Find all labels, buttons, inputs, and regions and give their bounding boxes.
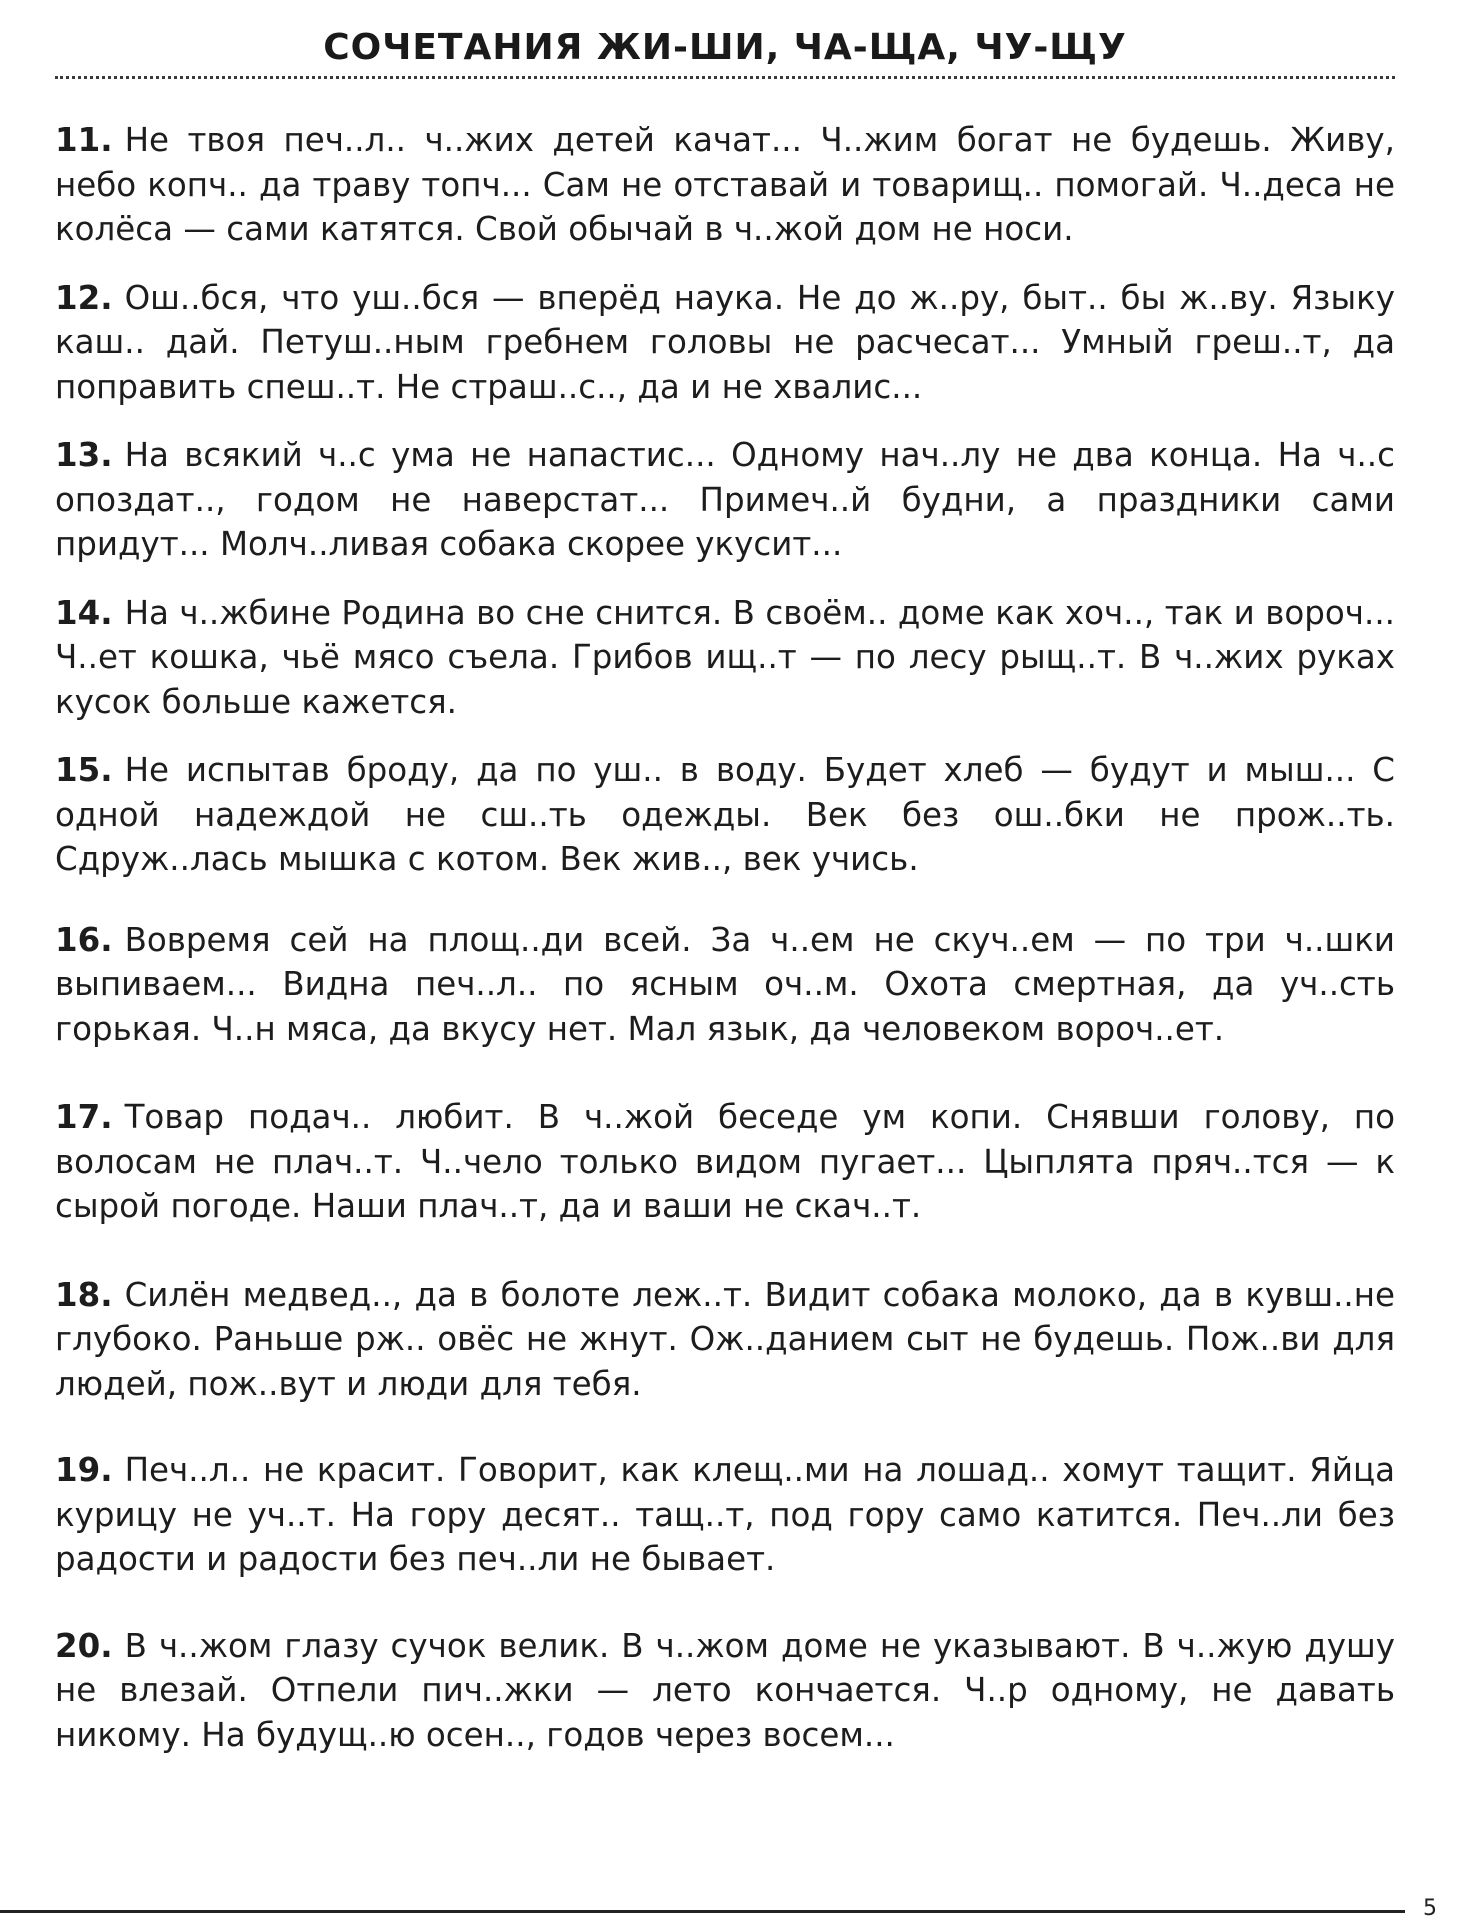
page-bottom-rule bbox=[0, 1910, 1405, 1913]
exercise-text: Не испытав броду, да по уш.. в воду. Будет хлеб — будут и мыш... С одной надеждой не сш..ть одежды. Век без ош..бки не прож..ть. Сдруж..лась мышка с котом. Век жив.., век учись. bbox=[55, 751, 1395, 878]
exercise-13 bbox=[55, 433, 1395, 567]
exercise-18 bbox=[55, 1273, 1395, 1407]
exercise-number: 18. bbox=[55, 1275, 113, 1314]
exercise-text: На всякий ч..с ума не напастис... Одному нач..лу не два конца. На ч..с опоздат.., годом не наверстат... Примеч..й будни, а праздники сами придут... Молч..ливая собака скорее укусит... bbox=[55, 436, 1395, 563]
exercise-20 bbox=[55, 1624, 1395, 1758]
exercise-number: 12. bbox=[55, 278, 113, 317]
exercise-number: 15. bbox=[55, 751, 113, 789]
exercise-text: Силён медвед.., да в болоте леж..т. Видит собака молоко, да в кувш..не глубоко. Раньше рж.. овёс не жнут. Ож..данием сыт не будешь. Пож..ви для людей, пож..вут и люди для тебя. bbox=[55, 1275, 1395, 1403]
exercise-12 bbox=[55, 276, 1395, 410]
page-number: 5 bbox=[1423, 1896, 1437, 1921]
exercise-text: В ч..жом глазу сучок велик. В ч..жом доме не указывают. В ч..жую душу не влезай. Отпели пич..жки — лето кончается. Ч..р одному, не давать никому. На будущ..ю осен.., годов через восем... bbox=[55, 1626, 1395, 1754]
exercise-text: Не твоя печ..л.. ч..жих детей качат... Ч..жим богат не будешь. Живу, небо копч.. да траву топч... Сам не отставай и товарищ.. помогай. Ч..деса не колёса — сами катятся. Свой обычай в ч..жой дом не носи. bbox=[55, 121, 1395, 248]
exercise-14 bbox=[55, 591, 1395, 725]
exercise-list bbox=[55, 118, 1395, 1757]
exercise-number: 20. bbox=[55, 1626, 113, 1665]
exercise-number: 19. bbox=[55, 1451, 113, 1489]
exercise-text: Печ..л.. не красит. Говорит, как клещ..ми на лошад.. хомут тащит. Яйца курицу не уч..т. На гору десят.. тащ..т, под гору само катится. Печ..ли без радости и радости без печ..ли не бывает. bbox=[55, 1451, 1395, 1578]
page-title: СОЧЕТАНИЯ ЖИ-ШИ, ЧА-ЩА, ЧУ-ЩУ bbox=[323, 27, 1127, 68]
exercise-number: 16. bbox=[55, 920, 113, 959]
exercise-number: 17. bbox=[55, 1098, 113, 1136]
exercise-text: Ош..бся, что уш..бся — вперёд наука. Не до ж..ру, быт.. бы ж..ву. Языку каш.. дай. Петуш..ным гребнем головы не расчесат... Умный греш..т, да поправить спеш..т. Не страш..с.., да и не хвалис... bbox=[55, 278, 1395, 406]
workbook-page bbox=[55, 0, 1395, 1920]
title-dotted-divider bbox=[55, 76, 1395, 79]
exercise-15 bbox=[55, 748, 1395, 882]
exercise-text: Вовремя сей на площ..ди всей. За ч..ем не скуч..ем — по три ч..шки выпиваем... Видна печ..л.. по ясным оч..м. Охота смертная, да уч..сть горькая. Ч..н мяса, да вкусу нет. Мал язык, да человеком вороч..ет. bbox=[55, 920, 1395, 1048]
exercise-number: 14. bbox=[55, 593, 113, 632]
exercise-number: 11. bbox=[55, 121, 113, 159]
exercise-16 bbox=[55, 918, 1395, 1052]
exercise-19 bbox=[55, 1448, 1395, 1582]
exercise-number: 13. bbox=[55, 436, 113, 474]
exercise-text: На ч..жбине Родина во сне снится. В своём.. доме как хоч.., так и вороч... Ч..ет кошка, чьё мясо съела. Грибов ищ..т — по лесу рыщ..т. В ч..жих руках кусок больше кажется. bbox=[55, 593, 1395, 721]
exercise-11 bbox=[55, 118, 1395, 252]
exercise-text: Товар подач.. любит. В ч..жой беседе ум копи. Снявши голову, по волосам не плач..т. Ч..чело только видом пугает... Цыплята пряч..тся — к сырой погоде. Наши плач..т, да и ваши не скач..т. bbox=[55, 1098, 1395, 1225]
exercise-17 bbox=[55, 1095, 1395, 1229]
